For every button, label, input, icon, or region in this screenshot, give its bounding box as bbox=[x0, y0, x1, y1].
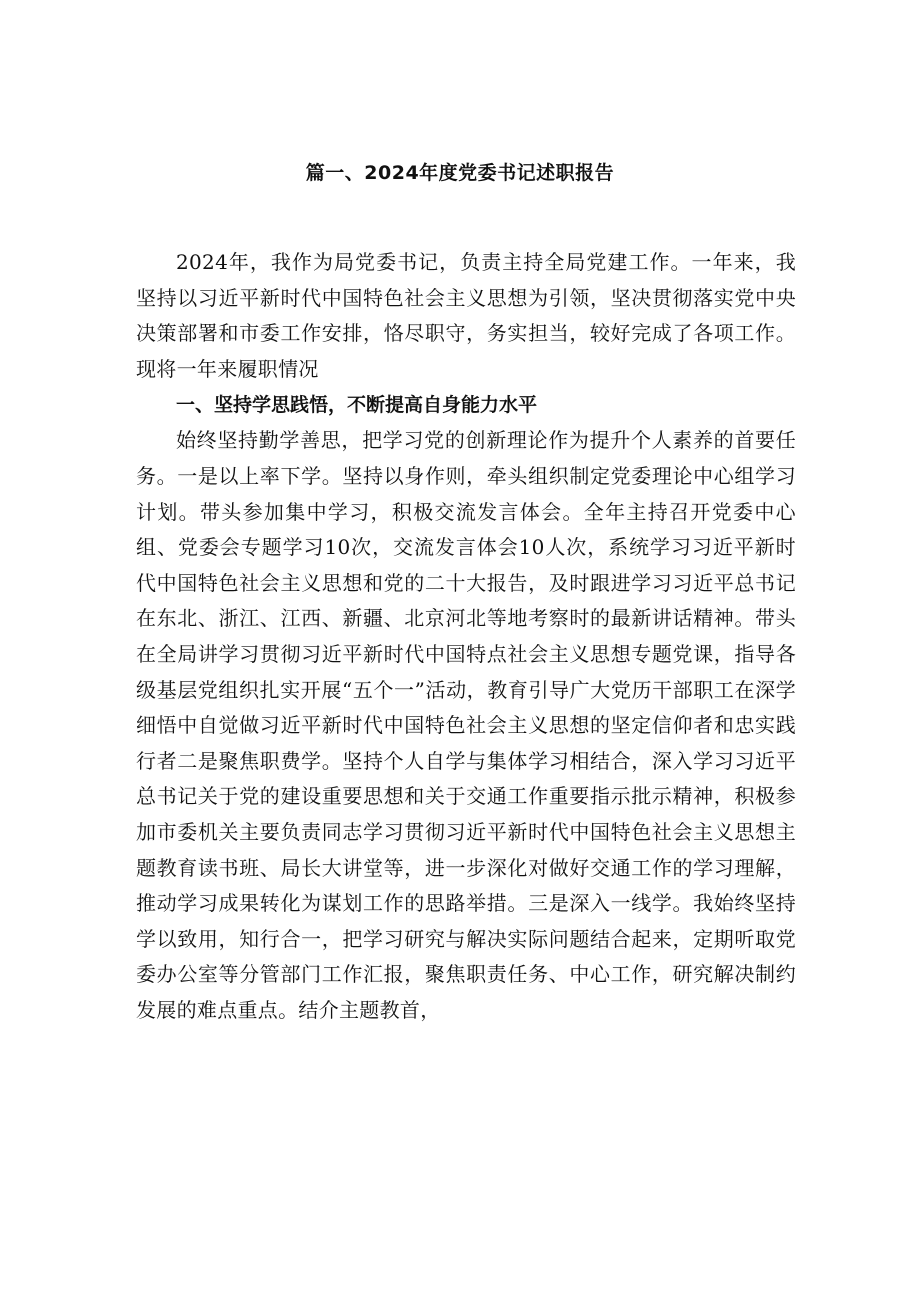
intro-paragraph: 2024年，我作为局党委书记，负责主持全局党建工作。一年来，我坚持以习近平新时代中国特色社会主义思想为引领，坚决贯彻落实党中央决策部署和市委工作安排，恪尽职守，务实担当，较好完成了各项工作。现将一年来履职情况 bbox=[136, 250, 796, 381]
section-paragraph: 始终坚持勤学善思，把学习党的创新理论作为提升个人素养的首要任务。一是以上率下学。坚持以身作则，牵头组织制定党委理论中心组学习计划。带头参加集中学习，积极交流发言体会。全年主持召开党委中心组、党委会专题学习10次，交流发言体会10人次，系统学习习近平新时代中国特色社会主义思想和党的二十大报告，及时跟进学习习近平总书记在东北、浙江、江西、新疆、北京河北等地考察时的最新讲话精神。带头在全局讲学习贯彻习近平新时代中国特点社会主义思想专题党课，指导各级基层党组织扎实开展“五个一”活动，教育引导广大党历干部职工在深学细悟中自觉做习近平新时代中国特色社会主义思想的坚定信仰者和忠实践行者二是聚焦职费学。坚持个人自学与集体学习相结合，深入学习习近平总书记关于党的建设重要思想和关于交通工作重要指示批示精神，积极参加市委机关主要负责同志学习贯彻习近平新时代中国特色社会主义思想主题教育读书班、局长大讲堂等，进一步深化对做好交通工作的学习理解，推动学习成果转化为谋划工作的思路举措。三是深入一线学。我始终坚持学以致用，知行合一，把学习研究与解决实际问题结合起来，定期听取党委办公室等分管部门工作汇报，聚焦职责任务、中心工作，研究解决制约发展的难点重点。结介主题教首， bbox=[136, 428, 796, 1022]
document-body bbox=[136, 245, 796, 1028]
document-title: 篇一、2024年度党委书记述职报告 bbox=[305, 162, 615, 184]
section-heading: 一、坚持学思践悟，不断提高自身能力水平 bbox=[176, 394, 538, 417]
